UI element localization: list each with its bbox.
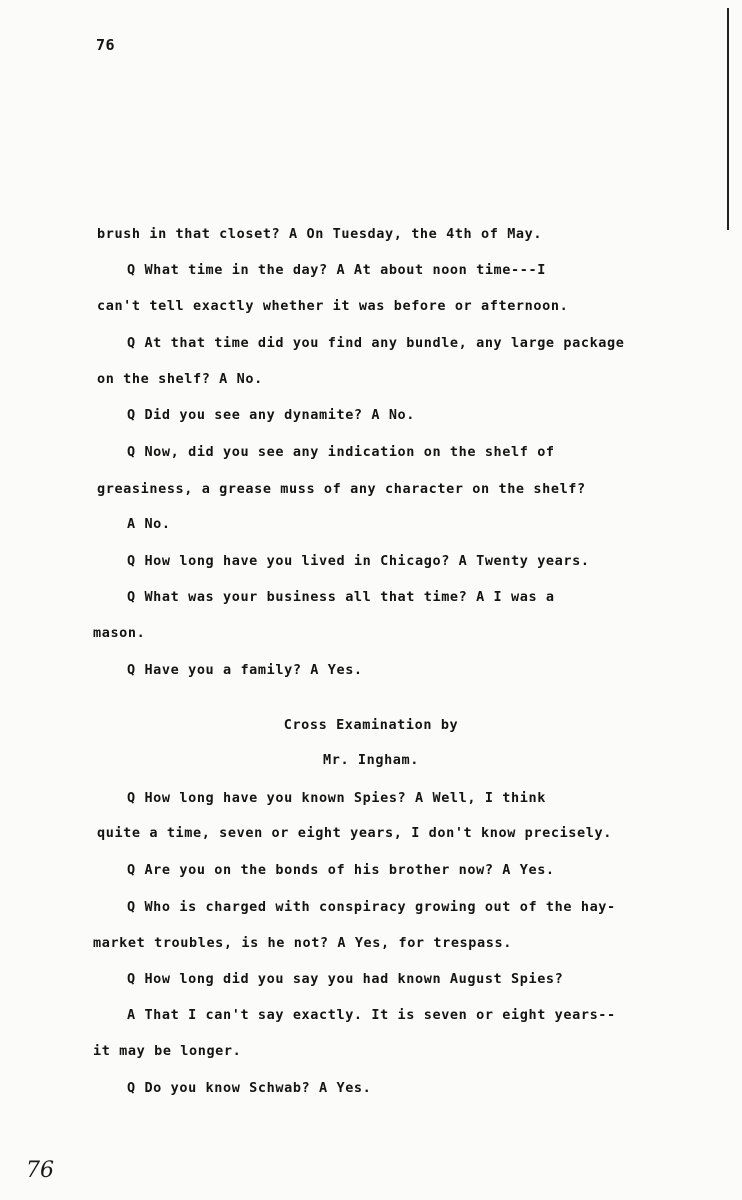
transcript-line: quite a time, seven or eight years, I don't know precisely. bbox=[97, 825, 612, 841]
transcript-line: it may be longer. bbox=[93, 1043, 242, 1059]
transcript-line: Q How long have you known Spies? A Well, I think bbox=[127, 790, 546, 806]
transcript-line: Q What was your business all that time? A I was a bbox=[127, 589, 555, 605]
transcript-line: Q Now, did you see any indication on the shelf of bbox=[127, 444, 555, 460]
section-heading: Cross Examination by bbox=[283, 717, 459, 733]
transcript-line: Q How long did you say you had known August Spies? bbox=[127, 971, 564, 987]
transcript-line: Q Have you a family? A Yes. bbox=[127, 662, 363, 678]
transcript-line: Q Did you see any dynamite? A No. bbox=[127, 407, 416, 423]
transcript-line: Q Do you know Schwab? A Yes. bbox=[127, 1080, 372, 1096]
transcript-line: A No. bbox=[127, 516, 171, 532]
transcript-line: Q What time in the day? A At about noon time---I bbox=[127, 262, 546, 278]
transcript-line: A That I can't say exactly. It is seven or eight years-- bbox=[127, 1007, 616, 1023]
transcript-line: can't tell exactly whether it was before or afternoon. bbox=[97, 298, 569, 314]
transcript-line: on the shelf? A No. bbox=[97, 371, 263, 387]
handwritten-page-number: 76 bbox=[26, 1158, 54, 1183]
transcript-line: Q Who is charged with conspiracy growing out of the hay- bbox=[127, 899, 616, 915]
transcript-line: mason. bbox=[93, 625, 146, 641]
transcript-line: market troubles, is he not? A Yes, for trespass. bbox=[93, 935, 512, 951]
transcript-line: Q Are you on the bonds of his brother now? A Yes. bbox=[127, 862, 555, 878]
transcript-line: Q At that time did you find any bundle, any large package bbox=[127, 335, 625, 351]
page-number: 76 bbox=[96, 36, 116, 54]
transcript-line: greasiness, a grease muss of any character on the shelf? bbox=[97, 481, 586, 497]
transcript-line: brush in that closet? A On Tuesday, the 4th of May. bbox=[97, 226, 543, 242]
examiner-name: Mr. Ingham. bbox=[322, 752, 419, 768]
transcript-line: Q How long have you lived in Chicago? A Twenty years. bbox=[127, 553, 590, 569]
margin-rule bbox=[727, 8, 729, 230]
